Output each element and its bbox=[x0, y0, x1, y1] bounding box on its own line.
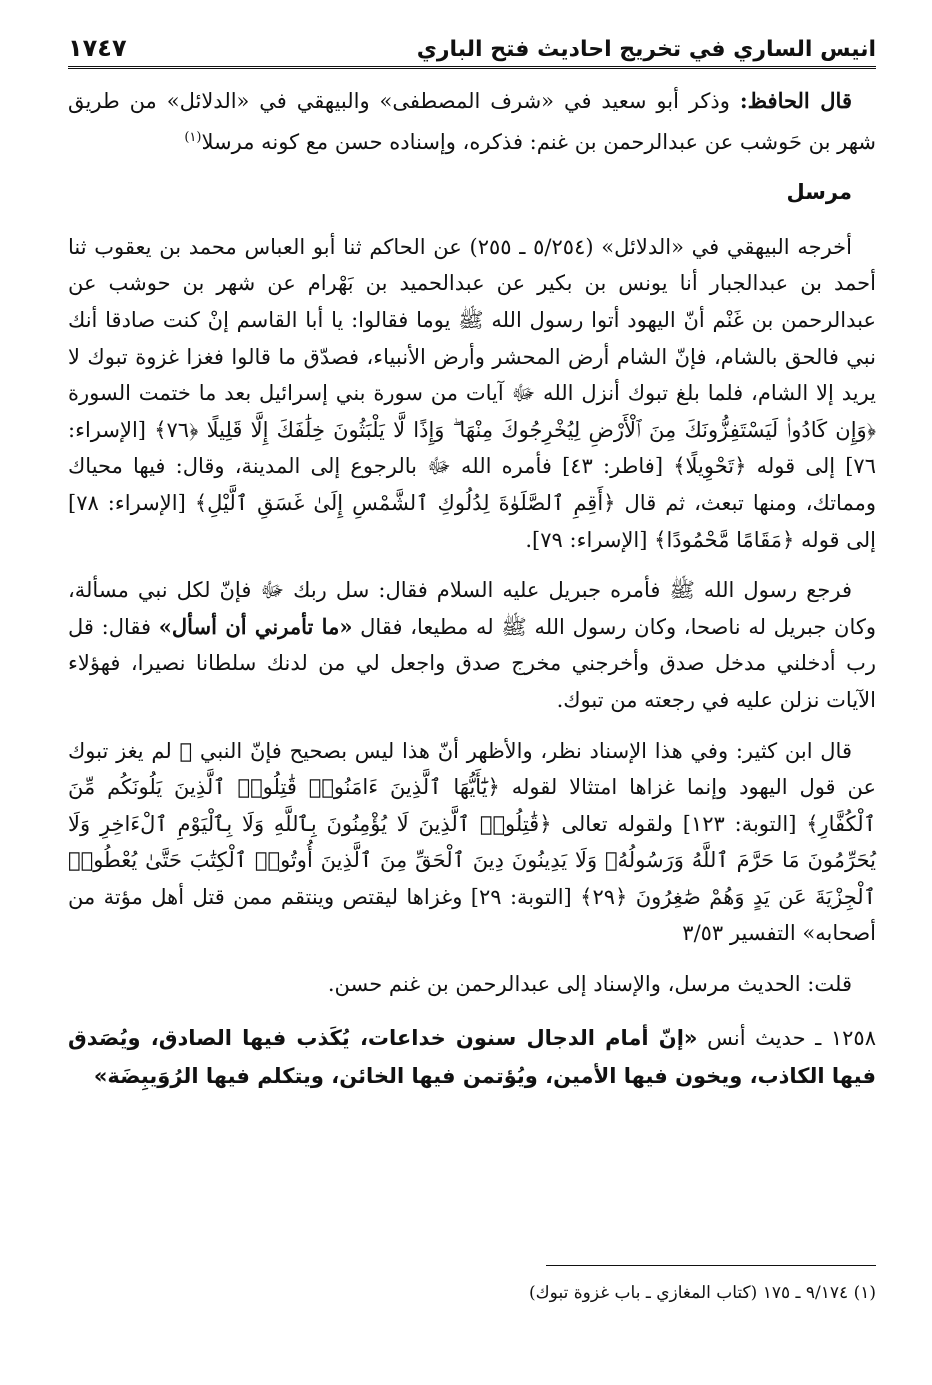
book-page bbox=[68, 22, 876, 1303]
return-paragraph bbox=[68, 572, 876, 718]
verse-reference: [الإسراء: ٧٦] إلى قوله bbox=[68, 417, 876, 479]
quran-verse: ﴿قَٰتِلُوا۟ ٱلَّذِينَ لَا يُؤْمِنُونَ بِٱللَّهِ وَلَا بِٱلْيَوْمِ ٱلْءَاخِرِ وَلَا يُحَرِّمُونَ مَا حَرَّمَ ٱللَّهُ وَرَسُولُهُۥ وَلَا يَدِينُونَ دِينَ ٱلْحَقِّ مِنَ ٱلَّذِينَ أُوتُوا۟ ٱلْكِتَٰبَ حَتَّىٰ يُعْطُوا۟ ٱلْجِزْيَةَ عَن يَدٍ وَهُمْ صَٰغِرُونَ ﴿٢٩﴾ bbox=[68, 811, 876, 909]
prophet-quote: «ما تأمرني أن أسأل» bbox=[158, 613, 353, 639]
verse-reference: [فاطر: ٤٣] فأمره الله ﷻ بالرجوع إلى المدينة، وقال: فيها محياك ومماتك، ومنها تبعث، ثم قال bbox=[68, 454, 876, 515]
verse-reference: [الإسراء: ٧٩]. bbox=[525, 527, 648, 552]
main-text bbox=[68, 83, 876, 1095]
footnote-divider bbox=[546, 1265, 876, 1266]
footnote-reference[interactable]: (١) bbox=[184, 129, 202, 145]
section-heading: مرسل bbox=[786, 180, 852, 205]
hadith-number: ١٢٥٨ ـ حديث أنس bbox=[707, 1025, 876, 1050]
verdict-text: قلت: الحديث مرسل، والإسناد إلى عبدالرحمن بن غنم حسن. bbox=[327, 972, 852, 997]
footnote: (١) ٩/١٧٤ ـ ١٧٥ (كتاب المغازي ـ باب غزوة تبوك) bbox=[529, 1283, 876, 1303]
return-text-end: فقال: قل رب أدخلني مدخل صدق وأخرجني مخرج صدق واجعل لي من لدنك سلطانا نصيرا، فهؤلاء الآيات نزلن عليه في رجعته من تبوك. bbox=[68, 614, 876, 712]
running-header bbox=[68, 22, 876, 69]
takhrij-text: أخرجه البيهقي في «الدلائل» (٥/٢٥٤ ـ ٢٥٥) عن الحاكم ثنا أبو العباس محمد بن يعقوب ثنا أحمد بن عبدالجبار أنا يونس بن بكير عن عبدالحميد بن بَهْرام عن شهر بن حوشب عن عبدالرحمن بن غَنْم أنّ اليهود أتوا رسول الله ﷺ يوما فقالوا: يا أبا القاسم إنْ كنت صادقا أنك نبي فالحق بالشام، فإنّ الشام أرض المحشر وأرض الأنبياء، فصدّق ما قالوا فغزا غزوة تبوك لا يريد إلا الشام، فلما بلغ تبوك أنزل الله ﷻ آيات من سورة بني إسرائيل بعد ما ختمت السورة bbox=[68, 234, 876, 406]
hafiz-quote-paragraph bbox=[68, 83, 876, 160]
return-text: فرجع رسول الله ﷺ فأمره جبريل عليه السلام فقال: سل ربك ﷻ فإنّ لكل نبي مسألة، وكان جبريل له ناصحا، وكان رسول الله ﷺ له مطيعا، فقال bbox=[68, 578, 876, 639]
quran-verse: ﴿يَٰٓأَيُّهَا ٱلَّذِينَ ءَامَنُوا۟ قَٰتِلُوا۟ ٱلَّذِينَ يَلُونَكُم مِّنَ ٱلْكُفَّارِ﴾ bbox=[68, 775, 876, 836]
hadith-entry bbox=[68, 1019, 876, 1095]
quran-verse: ﴿وَإِن كَادُوا۟ لَيَسْتَفِزُّونَكَ مِنَ ٱلْأَرْضِ لِيُخْرِجُوكَ مِنْهَا ۖ وَإِذًا لَّا يَلْبَثُونَ خِلَٰفَكَ إِلَّا قَلِيلًا ﴿٧٦﴾ bbox=[154, 417, 876, 442]
hafiz-quote-text: وذكر أبو سعيد في «شرف المصطفى» والبيهقي في «الدلائل» من طريق شهر بن حَوشب عن عبدالرحمن بن غنم: فذكره، وإسناده حسن مع كونه مرسلا bbox=[68, 89, 876, 154]
hadith-matn: «إنّ أمام الدجال سنون خداعات، يُكَذب فيها الصادق، ويُصَدق فيها الكاذب، ويخون فيها الأمين، ويُؤتمن فيها الخائن، ويتكلم فيها الرُوَيبِضَة» bbox=[68, 1025, 876, 1088]
page-number: ١٧٤٧ bbox=[68, 34, 127, 62]
hafiz-lead: قال الحافظ: bbox=[739, 88, 852, 113]
ibn-kathir-text: قال ابن كثير: وفي هذا الإسناد نظر، والأظهر أنّ هذا ليس بصحيح فإنّ النبي ﷺ لم يغز تبوك عن قول اليهود وإنما غزاها امتثالا لقوله bbox=[68, 738, 876, 800]
quran-verse: ﴿مَقَامًا مَّحْمُودًا﴾ bbox=[654, 527, 795, 552]
verdict-paragraph bbox=[68, 966, 876, 1003]
quran-verse: ﴿أَقِمِ ٱلصَّلَوٰةَ لِدُلُوكِ ٱلشَّمْسِ إِلَىٰ غَسَقِ ٱلَّيْلِ﴾ bbox=[194, 490, 616, 515]
book-title: انيس الساري في تخريج احاديث فتح الباري bbox=[416, 37, 876, 62]
takhrij-paragraph bbox=[68, 229, 876, 558]
verse-reference: [الإسراء: ٧٨] إلى قوله bbox=[68, 490, 876, 552]
verse-reference: [التوبة: ١٢٣] ولقوله تعالى bbox=[561, 811, 797, 836]
quran-verse: ﴿تَحْوِيلًا﴾ bbox=[673, 454, 747, 479]
verse-reference: [التوبة: ٢٩] وغزاها ليقتص وينتقم ممن قتل أهل مؤتة من أصحابه» التفسير ٣/٥٣ bbox=[68, 884, 876, 946]
ibn-kathir-paragraph bbox=[68, 733, 876, 953]
